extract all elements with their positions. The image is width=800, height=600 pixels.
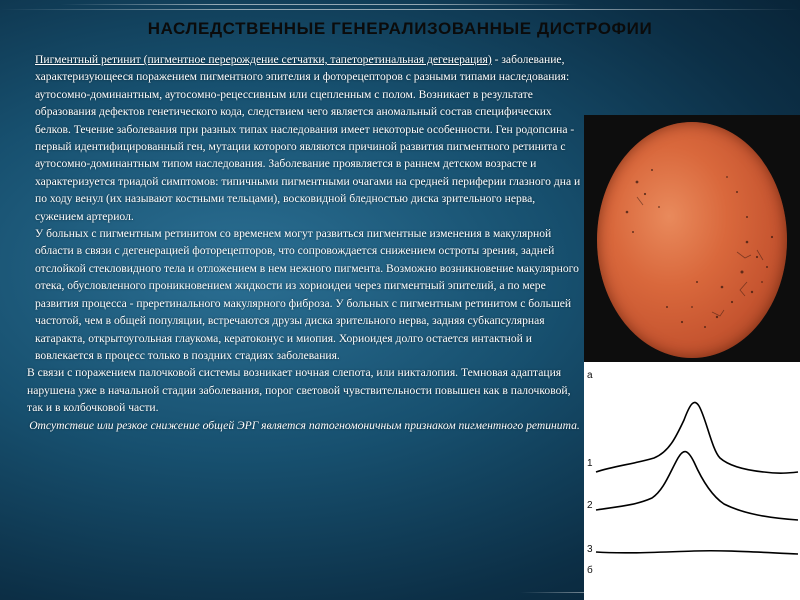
pigment-spots xyxy=(597,122,787,358)
erg-curves xyxy=(584,362,800,600)
body-text xyxy=(27,51,582,434)
erg-label-b: б xyxy=(587,565,593,576)
term-definition: Пигментный ретинит (пигментное перерождение сетчатки, тапеторетинальная дегенерация) xyxy=(35,53,492,66)
decorative-line xyxy=(0,9,800,10)
paragraph-definition xyxy=(27,51,582,225)
erg-label-3: 3 xyxy=(587,544,593,555)
fundus-photo xyxy=(584,115,800,362)
conclusion-text: Отсутствие или резкое снижение общей ЭРГ является патогномоничным признаком пигментного ретинита. xyxy=(29,418,580,432)
erg-label-2: 2 xyxy=(587,500,593,511)
definition-text: - заболевание, характеризующееся поражением пигментного эпителия и фоторецепторов с разными типами наследования: аутосомно-доминантным, аутосомно-рецессивным или сцепленным с полом. Возникает в результате образования дефектов генетического кода, следствием чего является аномальный состав специфических белков. Течение заболевания при разных типах наследования имеет некоторые особенности. Ген родопсина - первый идентифицированный ген, мутации которого являются причиной развития пигментного ретинита с аутосомно-доминантным типом наследования. Заболевание проявляется в раннем детском возрасте и характеризуется триадой симптомов: типичными пигментными очагами на средней периферии глазного дна и по ходу венул (их называют костными тельцами), восковидной бледностью диска зрительного нерва, сужением артериол. xyxy=(35,53,581,223)
decorative-line xyxy=(60,4,580,5)
erg-chart xyxy=(584,362,800,600)
erg-label-1: 1 xyxy=(587,458,593,469)
erg-label-a: а xyxy=(587,370,593,381)
paragraph-macula: У больных с пигментным ретинитом со временем могут развиться пигментные изменения в макулярной области в связи с дегенерацией фоторецепторов, что сопровождается снижением остроты зрения, задней отслойкой стекловидного тела и отложением в нем нежного пигмента. Возможно возникновение макулярного отека, обусловленного проникновением жидкости из хориоидеи через пигментный эпителий, а по мере развития процесса - преретинального макулярного фиброза. У больных с пигментным ретинитом с большей частотой, чем в общей популяции, встречаются друзы диска зрительного нерва, задняя субкапсулярная катаракта, открытоугольная глаукома, кератоконус и миопия. Хориоидея долго остается интактной и вовлекается в процесс только в поздних стадиях заболевания. xyxy=(35,227,579,362)
paragraph-nyctalopia: В связи с поражением палочковой системы возникает ночная слепота, или никталопия. Темновая адаптация нарушена уже в начальной стадии заболевания, порог световой чувствительности повышен как в палочковой, так и в колбочковой части. xyxy=(27,366,571,415)
slide-title: НАСЛЕДСТВЕННЫЕ ГЕНЕРАЛИЗОВАННЫЕ ДИСТРОФИИ xyxy=(147,19,653,38)
